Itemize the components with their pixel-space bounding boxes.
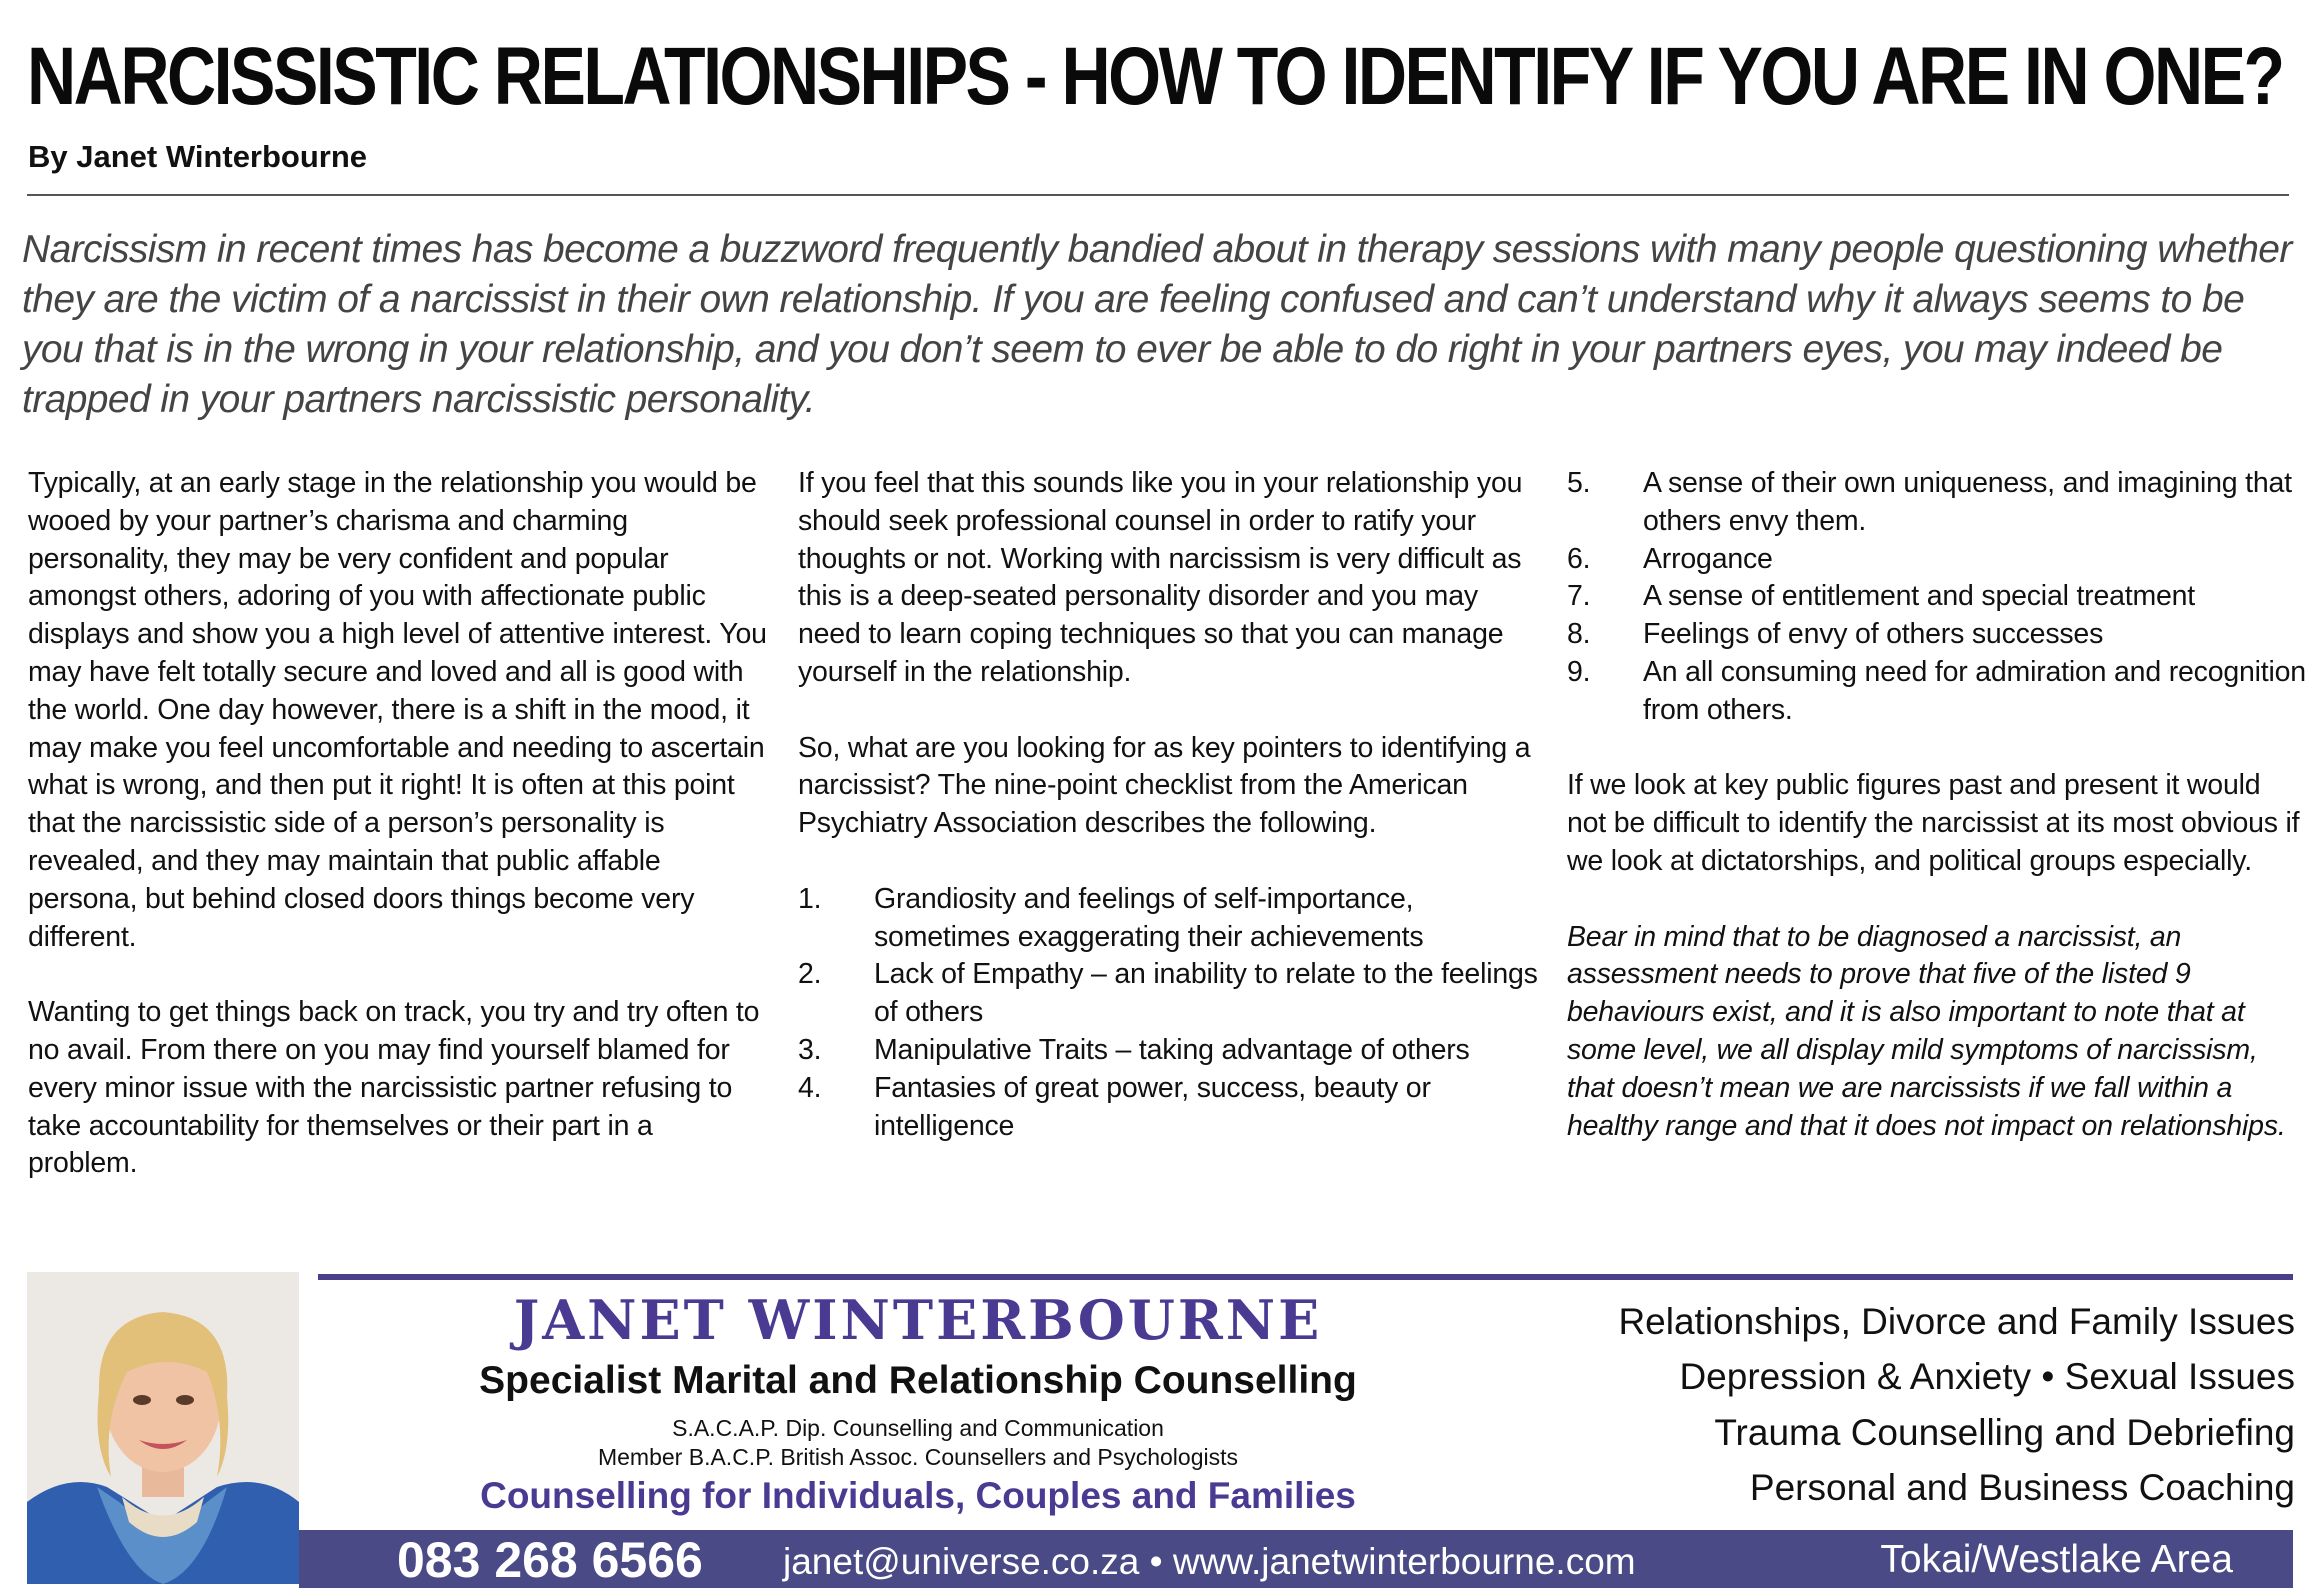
body-paragraph: If we look at key public figures past and present it would not be difficult to identify the narcissist at its most obvious if we look at dictatorships, and political groups especially. (1567, 769, 2300, 877)
column-2 (798, 465, 1538, 1183)
checklist-item: 6. Arrogance (1567, 542, 1773, 575)
credential: S.A.C.A.P. Dip. Counselling and Communication (672, 1415, 1164, 1441)
counsellor-name: JANET WINTERBOURNE (513, 1288, 1323, 1352)
credential: Member B.A.C.P. British Assoc. Counsellers and Psychologists (597, 1444, 1238, 1470)
article-title: NARCISSISTIC RELATIONSHIPS - HOW TO IDENTIFY IF YOU ARE IN ONE? (27, 31, 2283, 122)
column-3 (1567, 465, 2307, 1183)
specialty: Specialist Marital and Relationship Counselling (479, 1359, 1357, 1402)
column-1 (28, 465, 768, 1221)
body-paragraph: Wanting to get things back on track, you try and try often to no avail. From there on you may find yourself blamed for every minor issue with the narcissistic partner refusing to take accountability for themselves or their part in a problem. (28, 996, 760, 1180)
counselling-tagline: Counselling for Individuals, Couples and Families (480, 1475, 1356, 1516)
byline: By Janet Winterbourne (28, 139, 368, 174)
italic-note: Bear in mind that to be diagnosed a narcissist, an assessment needs to prove that five of the listed 9 behaviours exist, and it is also important to note that at some level, we all display mild symptoms of narcissism, that doesn’t mean we are narcissists if we fall within a healthy range and that it does not impact on relationships. (1567, 920, 2286, 1142)
checklist-item: 1. Grandiosity and feelings of self-importance, sometimes exaggerating their achievements (798, 882, 1424, 953)
service-item: Personal and Business Coaching (1749, 1467, 2295, 1508)
checklist-item: 2. Lack of Empathy – an inability to relate to the feelings of others (798, 958, 1538, 1029)
service-area: Tokai/Westlake Area (1880, 1538, 2233, 1581)
checklist-item: 3. Manipulative Traits – taking advantage of others (798, 1033, 1470, 1066)
contact-bar (299, 1530, 2293, 1588)
ad-top-bar (318, 1274, 2293, 1280)
checklist-item: 9. An all consuming need for admiration and recognition from others. (1567, 655, 2306, 726)
body-paragraph: Typically, at an early stage in the relationship you would be wooed by your partner’s charisma and charming personality, they may be very confident and popular amongst others, adoring of you with affectionate public displays and show you a high level of attentive interest. You may have felt totally secure and loved and all is good with the world. One day however, there is a shift in the mood, it may make you feel uncomfortable and needing to ascertain what is wrong, and then put it right! It is often at this point that the narcissistic side of a person’s personality is revealed, and they may maintain that public affable persona, but behind closed doors things become very different. (28, 467, 767, 953)
title-divider (27, 194, 2289, 196)
checklist-item: 4. Fantasies of great power, success, beauty or intelligence (798, 1071, 1431, 1142)
checklist-item: 7. A sense of entitlement and special treatment (1567, 580, 2196, 613)
checklist-part-1 (798, 881, 1538, 1146)
body-paragraph: So, what are you looking for as key pointers to identifying a narcissist? The nine-point checklist from the American Psychiatry Association describes the following. (798, 731, 1531, 840)
body-paragraph: If you feel that this sounds like you in your relationship you should seek professional counsel in order to ratify your thoughts or not. Working with narcissism is very difficult as this is a deep-seated personality disorder and you may need to learn coping techniques so that you can manage yourself in the relationship. (798, 467, 1523, 688)
portrait-photo (27, 1272, 299, 1584)
checklist-item: 5. A sense of their own uniqueness, and imagining that others envy them. (1567, 467, 2292, 537)
email-and-website[interactable]: janet@universe.co.za • www.janetwinterbourne.com (783, 1541, 1636, 1582)
intro-paragraph: Narcissism in recent times has become a buzzword frequently bandied about in therapy sessions with many people questioning whether they are the victim of a narcissist in their own relationship. If you are feeling confused and can’t understand why it always seems to be you that is in the wrong in your relationship, and you don’t seem to ever be able to do right in your partners eyes, you may indeed be trapped in your partners narcissistic personality. (22, 228, 2292, 421)
service-item: Relationships, Divorce and Family Issues (1618, 1301, 2295, 1342)
checklist-item: 8. Feelings of envy of others successes (1567, 618, 2104, 651)
phone-number[interactable]: 083 268 6566 (397, 1532, 703, 1588)
service-item: Depression & Anxiety • Sexual Issues (1679, 1356, 2295, 1397)
checklist-part-2 (1567, 465, 2307, 730)
service-item: Trauma Counselling and Debriefing (1714, 1412, 2295, 1453)
